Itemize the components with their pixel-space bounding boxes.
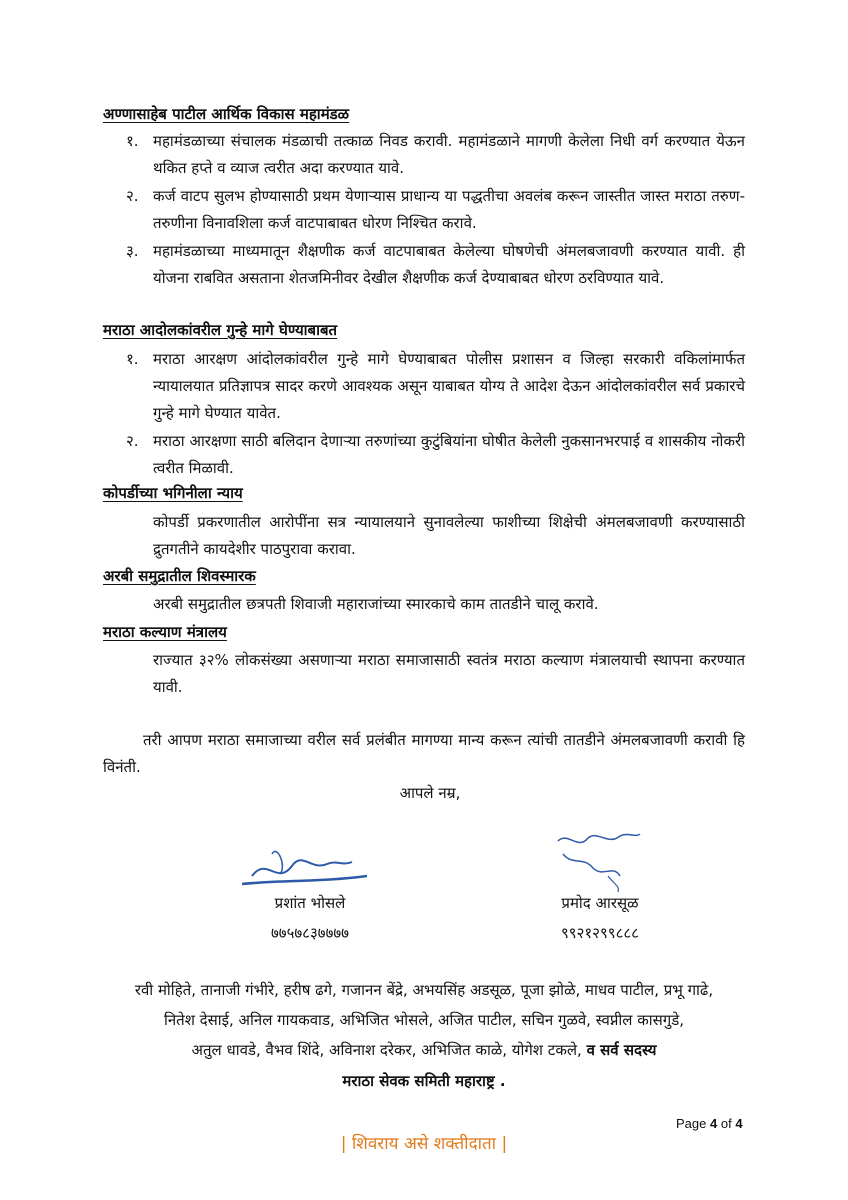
signatory-name-right: प्रमोद आरसूळ [561, 894, 639, 912]
section-heading-mahamandal: अण्णासाहेब पाटील आर्थिक विकास महामंडळ [103, 105, 350, 123]
page-current: 4 [710, 1116, 718, 1131]
list-item: मराठा आरक्षण आंदोलकांवरील गुन्हे मागे घेण्याबाबत पोलीस प्रशासन व जिल्हा सरकारी वकिलांमार्फत न्यायालयात प्रतिज्ञापत्र सादर करणे आवश्यक असून याबाबत योग्य ते आदेश देऊन आंदोलकांवरील सर्व प्रकारचे गुन्हे मागे घेण्यात यावेत. [153, 350, 745, 422]
page-of: of [720, 1116, 732, 1131]
section-text-shivsmarak: अरबी समुद्रातील छत्रपती शिवाजी महाराजांच्या स्मारकाचे काम तातडीने चालू करावे. [153, 595, 599, 613]
list-number: १. [126, 350, 139, 368]
members-line-1: रवी मोहिते, तानाजी गंभीरे, हरीष ढगे, गजानन बेंद्रे, अभयसिंह अडसूळ, पूजा झोळे, माधव पाटील, प्रभू गाढे, [134, 981, 714, 999]
page-number [676, 1116, 743, 1131]
footer-motto: | शिवराय असे शक्तीदाता | [340, 1134, 508, 1154]
members-names: अतुल धावडे, वैभव शिंदे, अविनाश दरेकर, अभिजित काळे, योगेश टकले, [191, 1041, 582, 1059]
page-total: 4 [735, 1116, 743, 1131]
list-item: मराठा आरक्षणा साठी बलिदान देणाऱ्या तरुणांच्या कुटुंबियांना घोषीत केलेली नुकसानभरपाई व शासकीय नोकरी त्वरीत मिळावी. [153, 432, 745, 477]
list-item: महामंडळाच्या संचालक मंडळाची तत्काळ निवड करावी. महामंडळाने मागणी केलेला निधी वर्ग करण्यात येऊन थकित हप्ते व व्याज त्वरीत अदा करण्यात यावे. [153, 132, 745, 177]
section-heading-kopardi: कोपर्डीच्या भगिनीला न्याय [103, 484, 243, 502]
members-all: व सर्व सदस्य [586, 1041, 657, 1059]
section-text-kopardi: कोपर्डी प्रकरणातील आरोपींना सत्र न्यायालयाने सुनावलेल्या फाशीच्या शिक्षेची अंमलबजावणी करण्यासाठी द्रुतगतीने कायदेशीर पाठपुरावा करावा. [153, 513, 745, 558]
list-item: कर्ज वाटप सुलभ होण्यासाठी प्रथम येणाऱ्यास प्राधान्य या पद्धतीचा अवलंब करून जास्तीत जास्त मराठा तरुण-तरुणीना विनावशिला कर्ज वाटपाबाबत धोरण निश्चित करावे. [153, 187, 745, 232]
list-number: १. [126, 132, 139, 150]
list-number: ३. [126, 242, 139, 260]
section-heading-shivsmarak: अरबी समुद्रातील शिवस्मारक [103, 567, 256, 585]
signatory-name-left: प्रशांत भोसले [274, 894, 346, 912]
signatory-phone-right: ९९२१२९९८८८ [560, 924, 639, 942]
closing-request: तरी आपण मराठा समाजाच्या वरील सर्व प्रलंबीत मागण्या मान्य करून त्यांची तातडीने अंमलबजावणी करावी हि विनंती. [103, 731, 745, 776]
section-heading-ministry: मराठा कल्याण मंत्रालय [103, 623, 227, 641]
list-number: २. [126, 432, 139, 450]
list-item: महामंडळाच्या माध्यमातून शैक्षणीक कर्ज वाटपाबाबत केलेल्या घोषणेची अंमलबजावणी करण्यात यावी. ही योजना राबवित असताना शेतजमिनीवर देखील शैक्षणीक कर्ज देण्याबाबत धोरण ठरविण्यात यावे. [153, 242, 745, 287]
page-label: Page [676, 1116, 707, 1131]
signature-image-left [232, 836, 382, 896]
members-line-2: नितेश देसाई, अनिल गायकवाड, अभिजित भोसले, अजित पाटील, सचिन गुळवे, स्वप्नील कासगुडे, [163, 1011, 685, 1029]
members-line-3 [60, 1035, 788, 1065]
signatory-phone-left: ७७५७८३७७७७ [270, 924, 349, 942]
section-heading-cases: मराठा आदोलकांवरील गुन्हे मागे घेण्याबाबत [103, 321, 338, 339]
organization-name: मराठा सेवक समिती महाराष्ट्र . [342, 1072, 506, 1090]
section-text-ministry: राज्यात ३२% लोकसंख्या असणाऱ्या मराठा समाजासाठी स्वतंत्र मराठा कल्याण मंत्रालयाची स्थापना करण्यात यावी. [153, 651, 745, 696]
list-number: २. [126, 187, 139, 205]
salutation: आपले नम्र, [399, 784, 461, 802]
signature-image-right [548, 826, 648, 896]
